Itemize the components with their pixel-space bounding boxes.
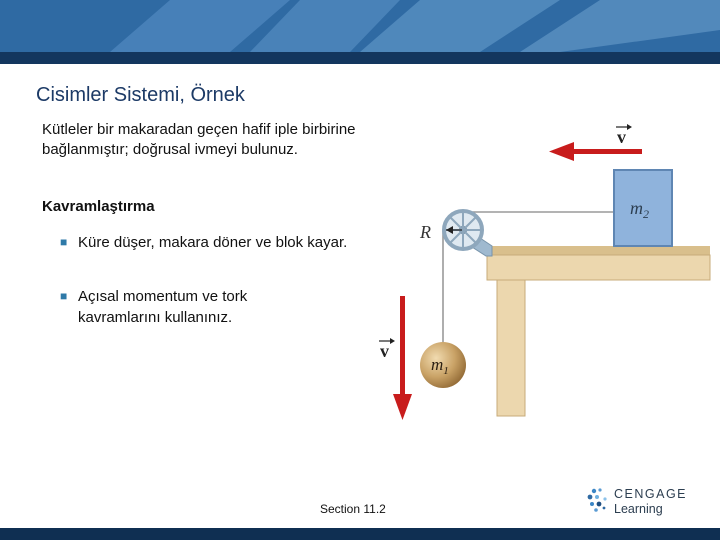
label-m1: $m_1$ [431,355,449,377]
subheading: Kavramlaştırma [42,198,155,215]
label-m2: $m_2$ [630,198,649,221]
cengage-dots-icon [586,487,612,515]
bullet-text: Küre düşer, makara döner ve blok kayar. [78,234,348,251]
footer-bar [0,528,720,540]
logo-text-learning: Learning [614,502,663,516]
bullet-square-icon: ■ [60,289,68,303]
label-v-side: v [380,341,389,361]
logo-text-cengage: CENGAGE [614,487,688,501]
velocity-arrow-horizontal [549,142,642,161]
section-label: Section 11.2 [320,502,386,516]
vector-mark-side-head [390,338,395,344]
cengage-logo [586,487,696,517]
bullet-text: Açısal momentum ve tork kavramlarını kullanınız. [78,288,248,326]
bullet-square-icon: ■ [60,235,68,249]
label-R: R [420,222,431,242]
bullet-item [60,286,270,328]
bullet-item [60,232,360,253]
slide-title: Cisimler Sistemi, Örnek [36,84,245,106]
pulley-system-figure [375,108,715,428]
intro-text: Kütleler bir makaradan geçen hafif iple birbirine bağlanmıştır; doğrusal ivmeyi bulunuz. [42,121,356,158]
table [485,246,710,416]
header-banner [0,0,720,64]
vector-mark-top-head [627,124,632,130]
velocity-arrow-vertical [393,296,412,420]
label-v-top: v [617,127,626,147]
